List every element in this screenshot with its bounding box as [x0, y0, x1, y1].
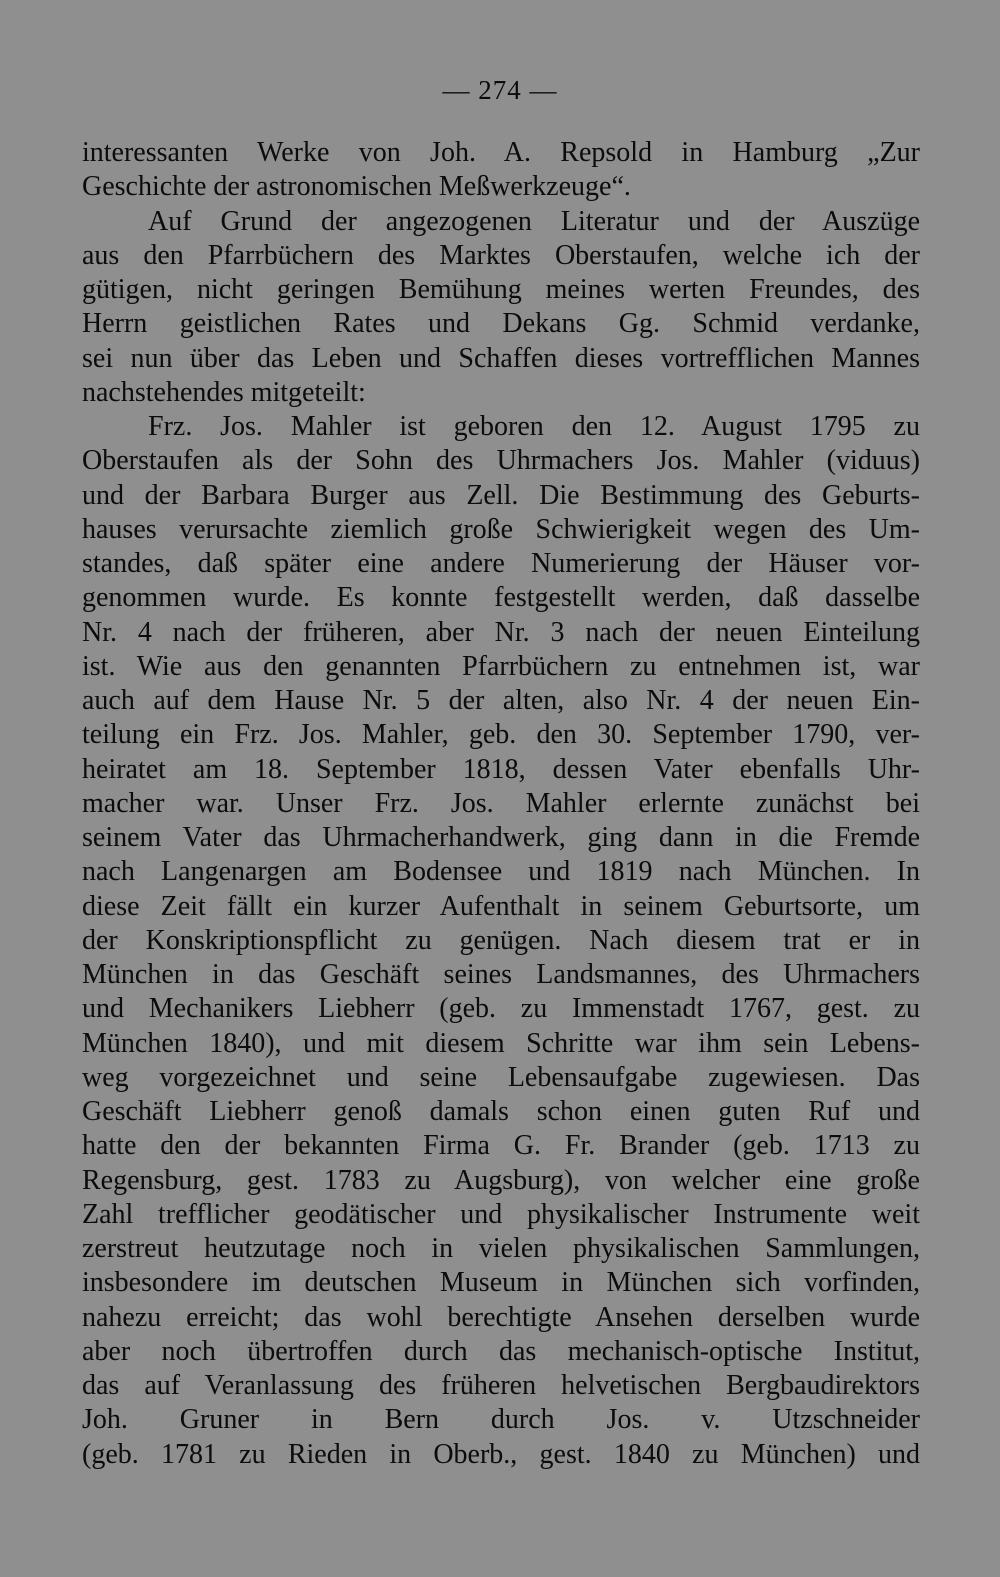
text-line: (geb. 1781 zu Rieden in Oberb., gest. 1840 zu München) und: [82, 1438, 920, 1470]
text-line: Joh. Gruner in Bern durch Jos. v. Utzschneider: [82, 1404, 920, 1436]
text-line: und der Barbara Burger aus Zell. Die Bestimmung des Geburts-: [82, 479, 920, 511]
text-line: ist. Wie aus den genannten Pfarrbüchern zu entnehmen ist, war: [82, 650, 920, 682]
text-line: insbesondere im deutschen Museum in München sich vorfinden,: [82, 1267, 920, 1299]
text-line: diese Zeit fällt ein kurzer Aufenthalt in seinem Geburtsorte, um: [82, 890, 920, 922]
text-line: interessanten Werke von Joh. A. Repsold in Hamburg „Zur: [82, 137, 920, 168]
text-line: Auf Grund der angezogenen Literatur und der Auszüge: [148, 205, 920, 237]
text-line: Frz. Jos. Mahler ist geboren den 12. August 1795 zu: [148, 411, 920, 442]
text-line: München in das Geschäft seines Landsmannes, des Uhrmachers: [82, 959, 920, 990]
text-line: seinem Vater das Uhrmacherhandwerk, ging dann in die Fremde: [82, 822, 920, 853]
text-line: nahezu erreicht; das wohl berechtigte Ansehen derselben wurde: [82, 1301, 920, 1333]
text-line: hauses verursachte ziemlich große Schwierigkeit wegen des Um-: [82, 513, 920, 545]
text-line: und Mechanikers Liebherr (geb. zu Immenstadt 1767, gest. zu: [82, 993, 920, 1025]
text-line: Oberstaufen als der Sohn des Uhrmachers Jos. Mahler (viduus): [82, 445, 920, 477]
text-line: gütigen, nicht geringen Bemühung meines werten Freundes, des: [82, 274, 920, 305]
text-line: Zahl trefflicher geodätischer und physikalischer Instrumente weit: [82, 1198, 920, 1230]
text-line: heiratet am 18. September 1818, dessen Vater ebenfalls Uhr-: [82, 753, 920, 785]
text-line: hatte den der bekannten Firma G. Fr. Brander (geb. 1713 zu: [82, 1130, 920, 1162]
text-line: der Konskriptionspflicht zu genügen. Nach diesem trat er in: [82, 924, 920, 956]
text-line: genommen wurde. Es konnte festgestellt werden, daß dasselbe: [82, 582, 920, 614]
text-line: standes, daß später eine andere Numerierung der Häuser vor-: [82, 548, 920, 579]
text-line: sei nun über das Leben und Schaffen dieses vortrefflichen Mannes: [82, 342, 920, 374]
text-line: macher war. Unser Frz. Jos. Mahler erlernte zunächst bei: [82, 787, 920, 819]
text-line: nachstehendes mitgeteilt:: [82, 376, 366, 408]
text-line: Nr. 4 nach der früheren, aber Nr. 3 nach der neuen Einteilung: [82, 616, 920, 648]
text-line: München 1840), und mit diesem Schritte war ihm sein Lebens-: [82, 1027, 920, 1059]
text-line: das auf Veranlassung des früheren helvetischen Bergbaudirektors: [82, 1370, 920, 1401]
text-line: Regensburg, gest. 1783 zu Augsburg), von welcher eine große: [82, 1164, 920, 1196]
text-line: Geschichte der astronomischen Meßwerkzeuge“.: [82, 171, 631, 203]
text-line: nach Langenargen am Bodensee und 1819 nach München. In: [82, 856, 920, 888]
page-number: — 274 —: [442, 75, 558, 105]
text-line: aus den Pfarrbüchern des Marktes Oberstaufen, welche ich der: [82, 239, 920, 271]
text-line: Geschäft Liebherr genoß damals schon einen guten Ruf und: [82, 1096, 920, 1127]
text-line: auch auf dem Hause Nr. 5 der alten, also Nr. 4 der neuen Ein-: [82, 685, 920, 716]
text-line: teilung ein Frz. Jos. Mahler, geb. den 30. September 1790, ver-: [82, 719, 920, 751]
text-line: Herrn geistlichen Rates und Dekans Gg. Schmid verdanke,: [82, 308, 920, 340]
text-line: aber noch übertroffen durch das mechanisch-optische Institut,: [82, 1335, 920, 1367]
text-line: zerstreut heutzutage noch in vielen physikalischen Sammlungen,: [82, 1233, 920, 1264]
body-text: [82, 136, 920, 1472]
text-line: weg vorgezeichnet und seine Lebensaufgabe zugewiesen. Das: [82, 1061, 920, 1093]
